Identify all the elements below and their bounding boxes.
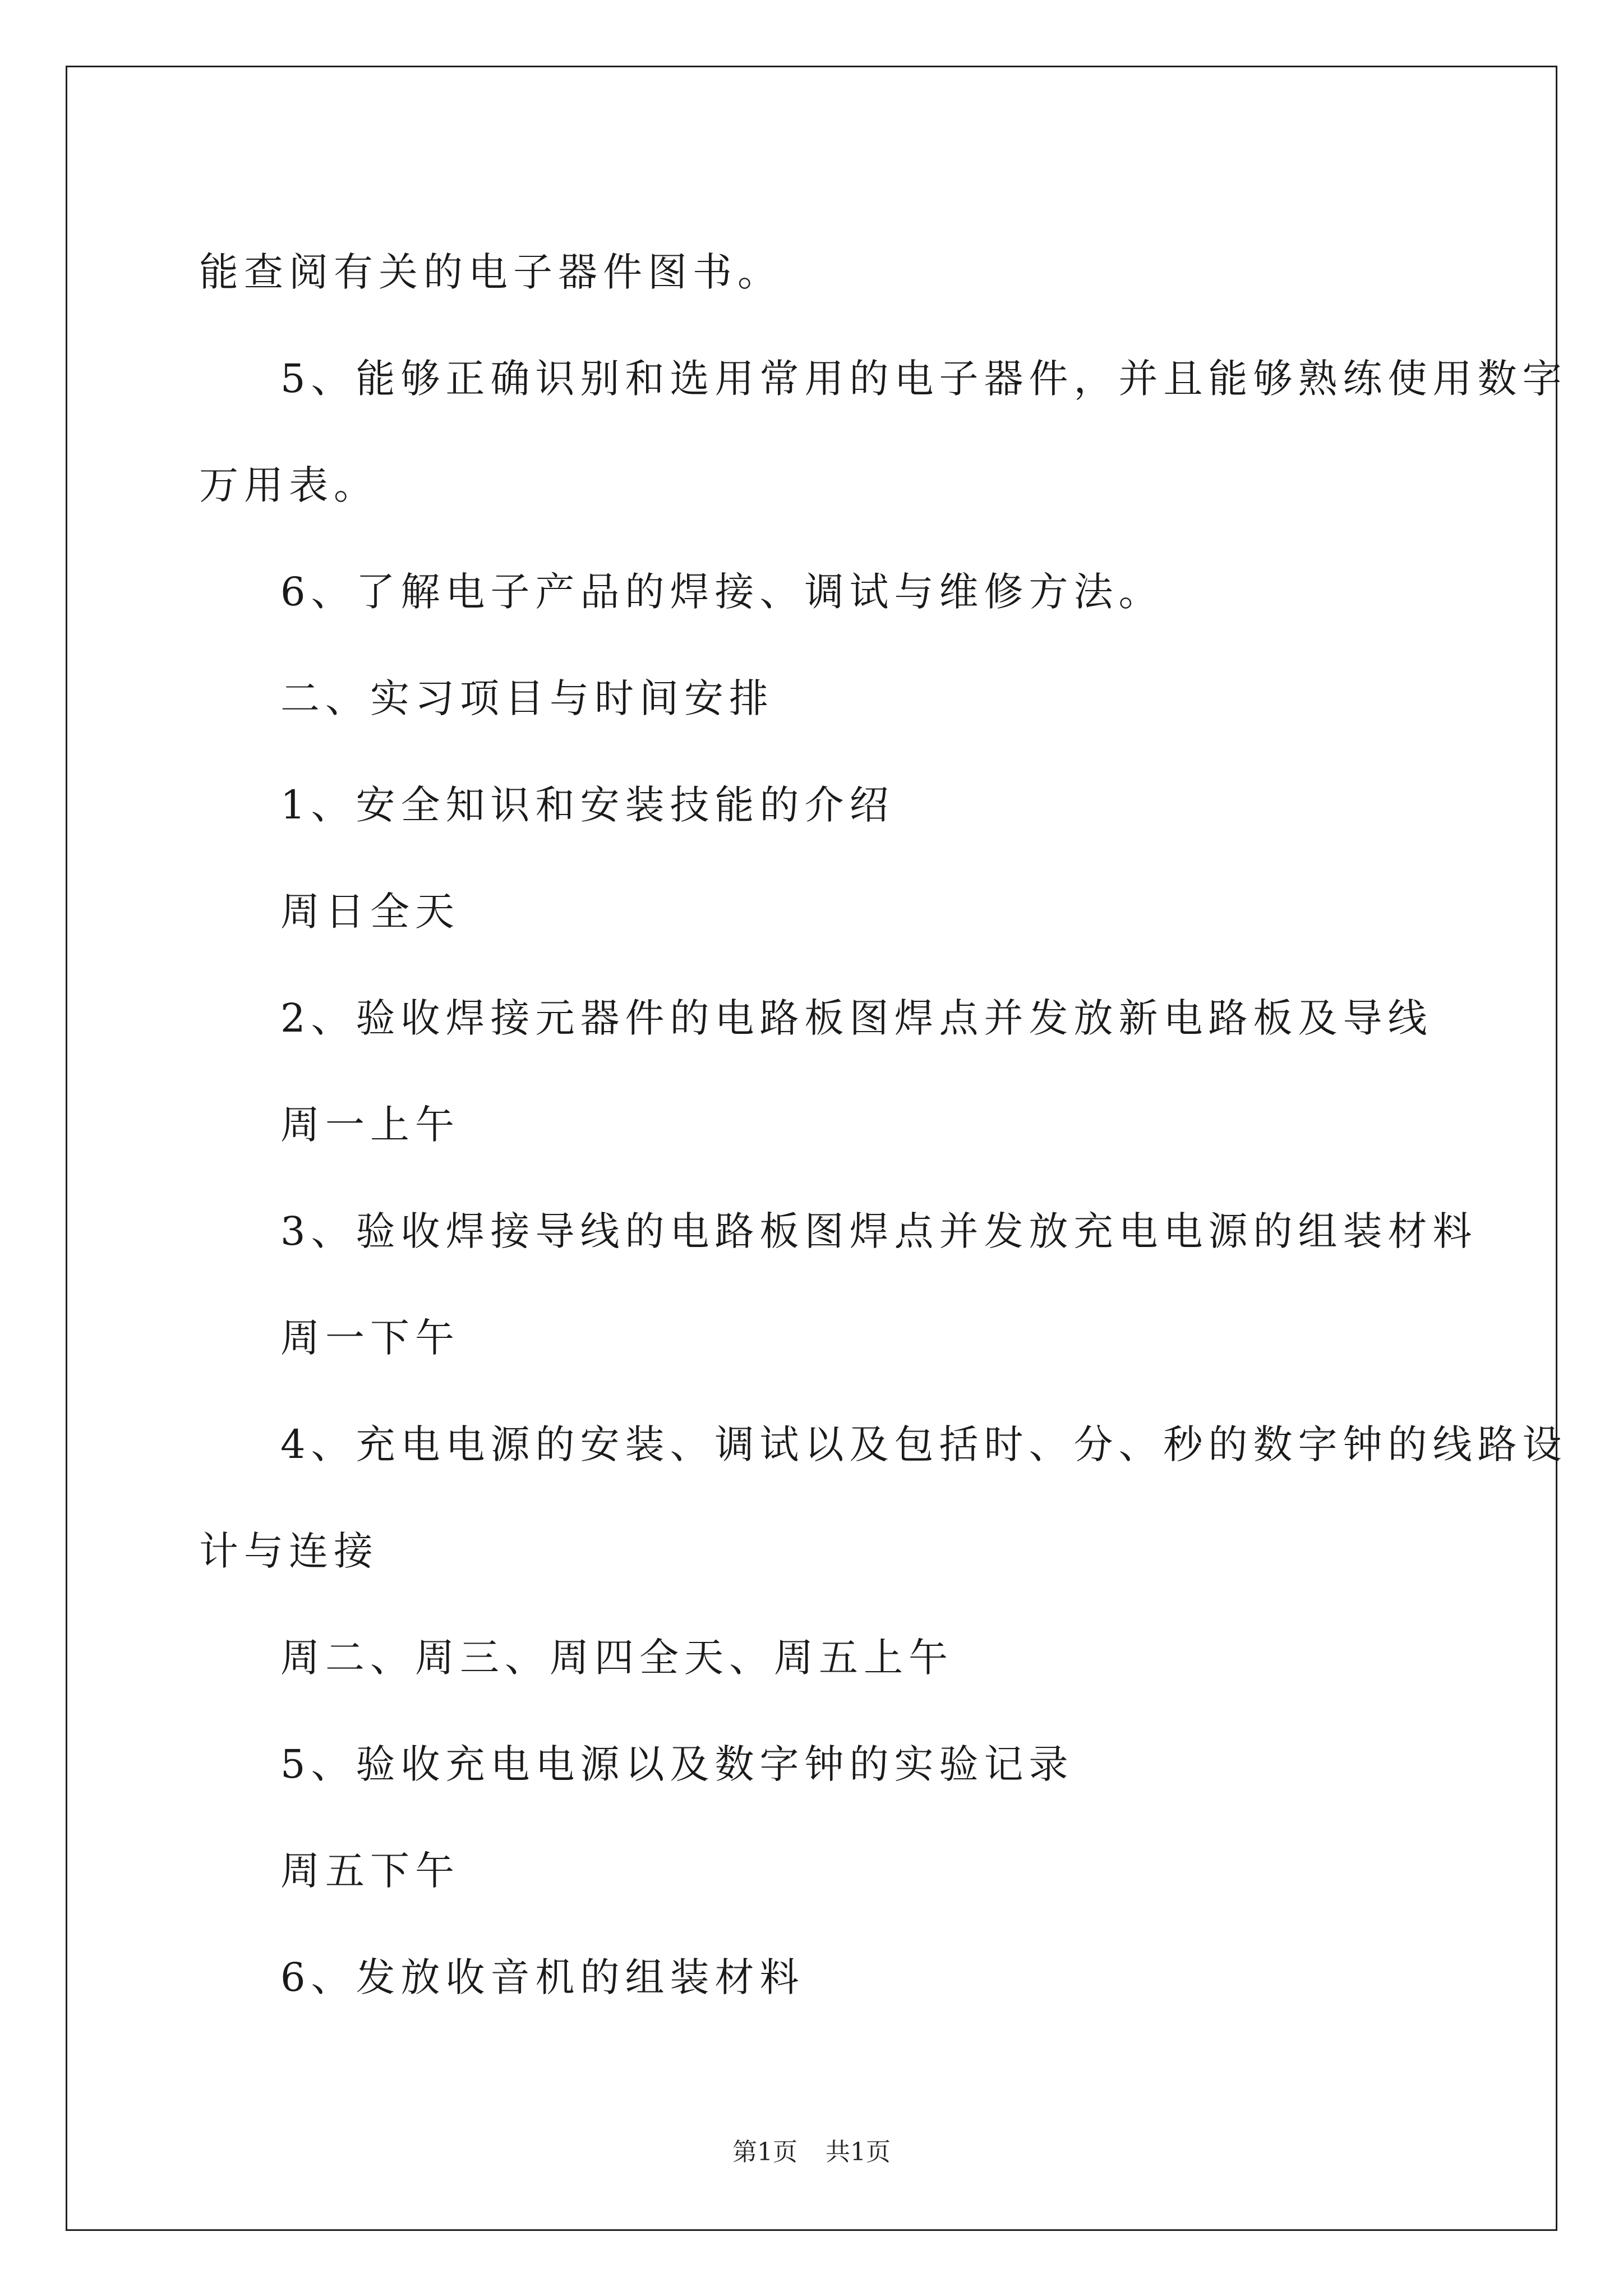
paragraph-2: 5、能够正确识别和选用常用的电子器件，并且能够熟练使用数字 — [280, 356, 1567, 402]
paragraph-11: 周一下午 — [280, 1315, 460, 1361]
document-body — [199, 219, 1567, 2031]
paragraph-10: 3、验收焊接导线的电路板图焊点并发放充电电源的组装材料 — [280, 1208, 1478, 1254]
paragraph-7: 周日全天 — [280, 889, 460, 935]
page-number: 第1页 — [732, 2138, 797, 2166]
paragraph-16: 周五下午 — [280, 1848, 460, 1894]
paragraph-4: 6、了解电子产品的焊接、调试与维修方法。 — [280, 569, 1164, 615]
page-footer — [0, 2132, 1623, 2168]
paragraph-3: 万用表。 — [199, 462, 379, 508]
paragraph-1: 能查阅有关的电子器件图书。 — [199, 249, 782, 295]
paragraph-8: 2、验收焊接元器件的电路板图焊点并发放新电路板及导线 — [280, 995, 1433, 1041]
page-total: 共1页 — [826, 2138, 891, 2166]
paragraph-17: 6、发放收音机的组装材料 — [280, 1954, 805, 2000]
paragraph-9: 周一上午 — [280, 1102, 460, 1148]
paragraph-12: 4、充电电源的安装、调试以及包括时、分、秒的数字钟的线路设 — [280, 1421, 1567, 1467]
paragraph-13: 计与连接 — [199, 1528, 379, 1574]
paragraph-14: 周二、周三、周四全天、周五上午 — [280, 1635, 953, 1681]
section-heading: 二、实习项目与时间安排 — [280, 675, 774, 721]
paragraph-6: 1、安全知识和安装技能的介绍 — [280, 782, 895, 828]
paragraph-15: 5、验收充电电源以及数字钟的实验记录 — [280, 1741, 1074, 1787]
